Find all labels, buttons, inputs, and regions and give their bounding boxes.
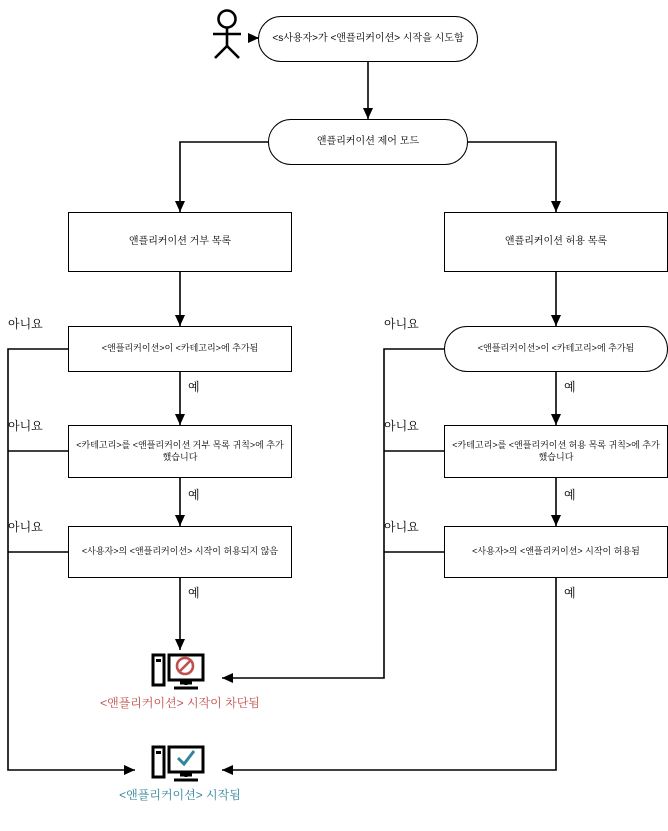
outcome-label-started: <앤플리커이션> 시작됨 (119, 788, 241, 802)
node-deny-list: 앤플리커이션 거부 목록 (68, 212, 292, 272)
edge-label-deny-no-3: 아니요 (8, 520, 43, 534)
node-deny-question-category-added: <앤플리커이션>이 <카테고리>에 추가됨 (68, 326, 292, 372)
edge-label-deny-no-2: 아니요 (8, 419, 43, 433)
edge-label-deny-yes-3: 예 (188, 586, 200, 600)
monitor-blocked-icon (150, 652, 210, 698)
edge-label-deny-no-1: 아니요 (8, 317, 43, 331)
node-deny-question-rule-added: <카테고리>를 <앤플리커이션 거부 목록 귀칙>에 추가했습니다 (68, 425, 292, 478)
node-allow-question-rule-added: <카테고리>를 <앤플리커이션 허용 목록 귀칙>에 추가했습니다 (444, 425, 668, 478)
outcome-label-blocked: <앤플리커이션> 시작이 차단됨 (100, 696, 260, 710)
node-start-attempt: <s사용자>가 <앤플리커이션> 시작을 시도함 (258, 16, 478, 62)
edge-label-deny-yes-1: 예 (188, 380, 200, 394)
edge-label-allow-no-2: 아니요 (384, 419, 419, 433)
edge-label-allow-yes-2: 예 (564, 488, 576, 502)
edge-label-allow-yes-3: 예 (564, 586, 576, 600)
node-application-control-mode: 앤플리커이션 제어 모드 (268, 119, 468, 165)
user-actor-icon (205, 8, 249, 60)
edge-label-allow-no-1: 아니요 (384, 317, 419, 331)
node-deny-question-start-not-allowed: <사용자>의 <앤플리커이션> 시작이 허용되지 않음 (68, 526, 292, 578)
edge-label-allow-no-3: 아니요 (384, 520, 419, 534)
node-allow-question-category-added: <앤플리커이션>이 <카테고리>에 추가됨 (444, 326, 668, 372)
edge-label-allow-yes-1: 예 (564, 380, 576, 394)
monitor-check-icon (150, 744, 210, 790)
node-allow-question-start-allowed: <사용자>의 <앤플리커이션> 시작이 허용됨 (444, 526, 668, 578)
edge-label-deny-yes-2: 예 (188, 488, 200, 502)
node-allow-list: 앤플리커이션 허용 목록 (444, 212, 668, 272)
